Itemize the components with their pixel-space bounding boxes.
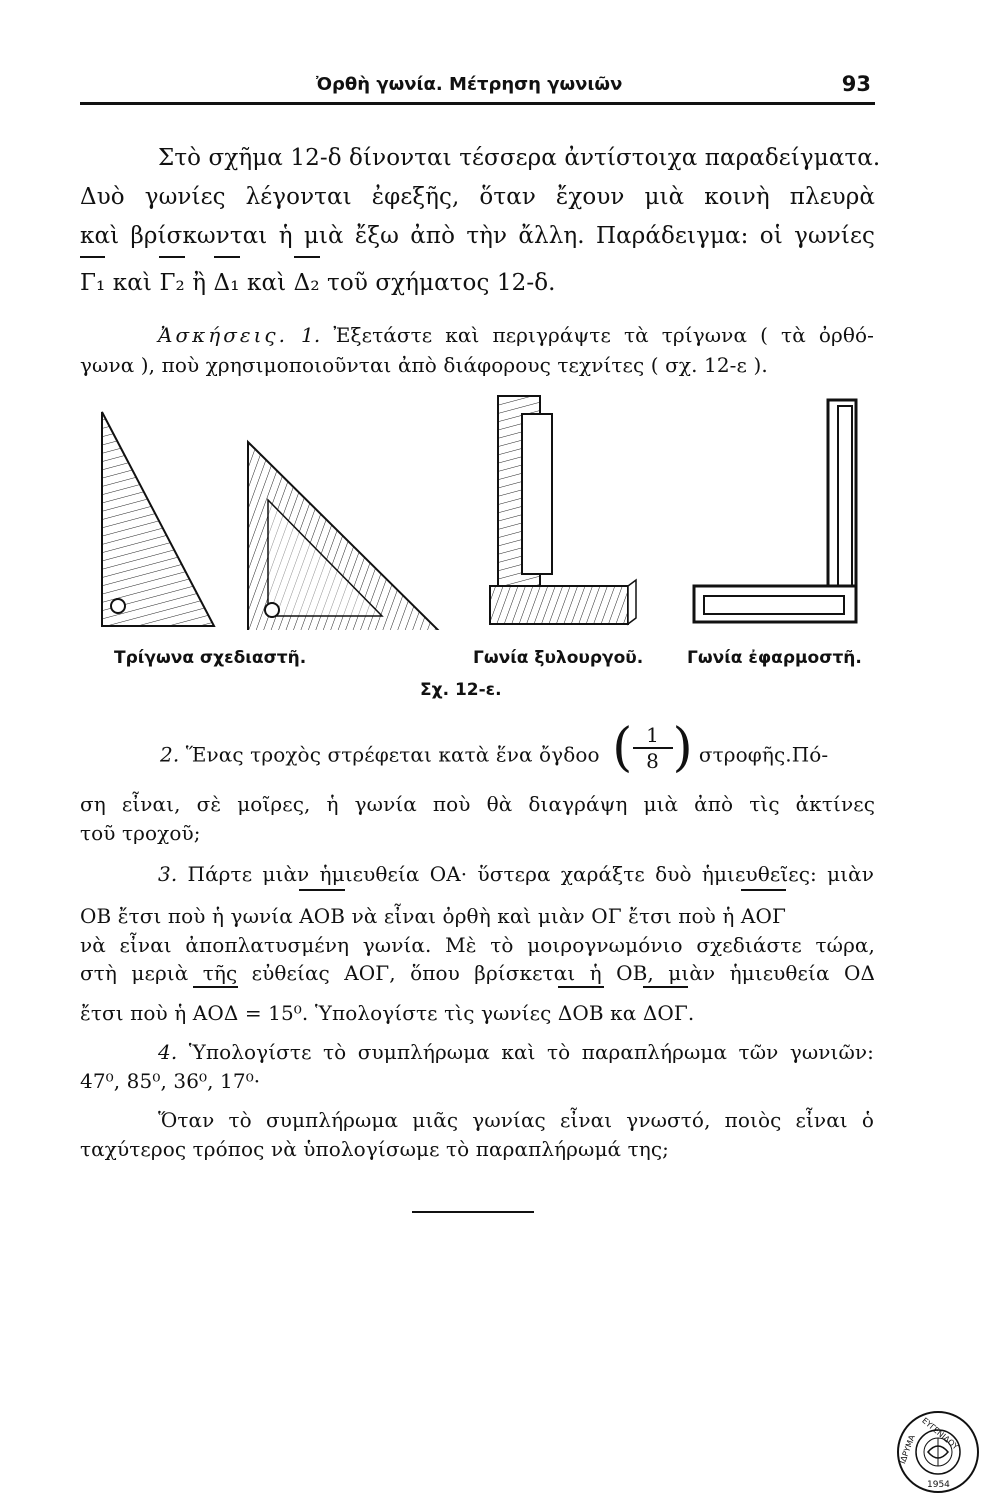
intro-line-2: Δυὸ γωνίες λέγονται ἐφεξῆς, ὅταν ἔχουν μιὰ κοινὴ πλευρὰ <box>80 184 875 210</box>
intro-line-1: Στὸ σχῆμα 12-δ δίνονται τέσσερα ἀντίστοιχα παραδείγματα. <box>158 145 881 171</box>
figure-label: Σχ. 12-ε. <box>420 680 502 700</box>
stamp-text-top: ΕΥΓΕΝΙΔΟΥ <box>920 1416 961 1452</box>
tools-illustration <box>90 390 880 630</box>
exercise-2-number: 2. <box>160 742 180 767</box>
text-segment: . <box>687 1001 695 1025</box>
exercise-2-line-3: τοῦ τροχοῦ; <box>80 821 201 845</box>
angle-AOG: ΑΟΓ <box>741 901 786 931</box>
text-segment: ΟΒ ἔτσι ποὺ ἡ γωνία <box>80 904 300 928</box>
header-title: Ὀρθὴ γωνία. Μέτρηση γωνιῶν <box>316 74 623 95</box>
exercise-3-number: 3. <box>158 862 178 886</box>
text-segment: καὶ <box>105 270 160 296</box>
caption-machinists-square: Γωνία ἐφαρμοστῆ. <box>687 648 862 668</box>
exercise-4-number: 4. <box>158 1040 178 1064</box>
exercise-3-line-3: νὰ εἶναι ἀποπλατυσμένη γωνία. Μὲ τὸ μοιρογνωμόνιο σχεδιάστε τώρα, <box>80 933 875 957</box>
text-segment: ἔτσι ποὺ ἡ <box>80 1001 193 1025</box>
angle-DOG: ΔΟΓ <box>643 998 688 1028</box>
angle-AOD: ΑΟΔ <box>193 998 239 1028</box>
exercise-2-text-b: στροφῆς.Πό- <box>698 742 829 767</box>
stamp-year: 1954 <box>927 1480 950 1490</box>
exercise-4-line-2: 47⁰, 85⁰, 36⁰, 17⁰· <box>80 1069 261 1093</box>
fraction-numerator: 1 <box>633 723 673 749</box>
angle-gamma-1: Γ₁ <box>80 270 106 296</box>
fraction-denominator: 8 <box>646 749 659 773</box>
library-stamp <box>896 1410 980 1494</box>
running-header <box>80 68 875 105</box>
angle-gamma-2: Γ₂ <box>159 270 185 296</box>
exercise-3-line-5 <box>80 998 875 1028</box>
end-rule <box>412 1211 534 1213</box>
exercise-4-line-3: Ὅταν τὸ συμπλήρωμα μιᾶς γωνίας εἶναι γνωστό, ποιὸς εἶναι ὁ <box>158 1108 874 1132</box>
angle-delta-2: Δ₂ <box>293 270 320 296</box>
caption-carpenters-square: Γωνία ξυλουργοῦ. <box>473 648 644 668</box>
drafting-triangle-45 <box>248 442 440 630</box>
exercises-heading: Ἀσκήσεις. <box>158 323 288 347</box>
exercise-3-line-4: στὴ μεριὰ τῆς εὐθείας ΑΟΓ, ὅπου βρίσκεται ἡ ΟΒ, μιὰν ἡμιευθεία ΟΔ <box>80 961 875 985</box>
text-segment: νὰ εἶναι ὀρθὴ καὶ μιὰν ΟΓ ἔτσι ποὺ ἡ <box>345 904 741 928</box>
angle-delta-1: Δ₁ <box>213 270 240 296</box>
exercise-3-line-2 <box>80 901 875 931</box>
exercise-2-line-2: ση εἶναι, σὲ μοῖρες, ἡ γωνία ποὺ θὰ διαγράψη μιὰ ἀπὸ τὶς ἀκτίνες <box>80 792 875 816</box>
exercise-1-number: 1. <box>287 323 321 347</box>
exercise-3-text-1: Πάρτε μιὰν ἡμιευθεία ΟΑ· ὕστερα χαράξτε δυὸ ἡμιευθεῖες: μιὰν <box>177 862 874 886</box>
text-segment: κα <box>603 1001 643 1025</box>
exercise-2-line-1 <box>160 718 875 778</box>
carpenters-square <box>490 396 636 624</box>
caption-drafting-triangles: Τρίγωνα σχεδιαστῆ. <box>114 648 307 668</box>
drafting-triangle-tall <box>102 412 214 626</box>
text-segment: τοῦ σχήματος 12-δ. <box>319 270 556 296</box>
exercise-4-line-1 <box>158 1037 874 1067</box>
angle-AOB: ΑΟΒ <box>299 901 345 931</box>
exercise-4-text-1: Ὑπολογίστε τὸ συμπλήρωμα καὶ τὸ παραπλήρωμα τῶν γωνιῶν: <box>177 1040 874 1064</box>
exercise-3-line-1 <box>158 859 874 889</box>
intro-line-4 <box>80 268 875 298</box>
text-segment: = 15⁰. Ὑπολογίστε τὶς γωνίες <box>238 1001 558 1025</box>
text-segment: ἢ <box>184 270 214 296</box>
exercise-4-line-4: ταχύτερος τρόπος νὰ ὑπολογίσωμε τὸ παραπλήρωμά της; <box>80 1137 669 1161</box>
exercise-2-text-a: Ἕνας τροχὸς στρέφεται κατὰ ἕνα ὄγδοο <box>179 742 600 767</box>
angle-DOB: ΔΟΒ <box>558 998 604 1028</box>
intro-line-3: καὶ βρίσκωνται ἡ μιὰ ἔξω ἀπὸ τὴν ἄλλη. Παράδειγμα: οἱ γωνίες <box>80 223 875 249</box>
fraction-one-eighth: ( $\frac{1}{8}$ ) <box>612 718 693 778</box>
stamp-text-left: ΙΔΡΥΜΑ <box>898 1433 917 1466</box>
exercise-1-line-1 <box>158 320 874 350</box>
exercise-1-line-2: γωνα ), ποὺ χρησιμοποιοῦνται ἀπὸ διάφορους τεχνίτες ( σχ. 12-ε ). <box>80 353 768 377</box>
page-number: 93 <box>841 72 871 96</box>
figure-12e <box>90 390 880 700</box>
text-segment: καὶ <box>239 270 294 296</box>
exercise-1-text-a: Ἐξετάστε καὶ περιγράψτε τὰ τρίγωνα ( τὰ ὀρθό- <box>320 323 874 347</box>
machinists-square <box>694 400 856 622</box>
